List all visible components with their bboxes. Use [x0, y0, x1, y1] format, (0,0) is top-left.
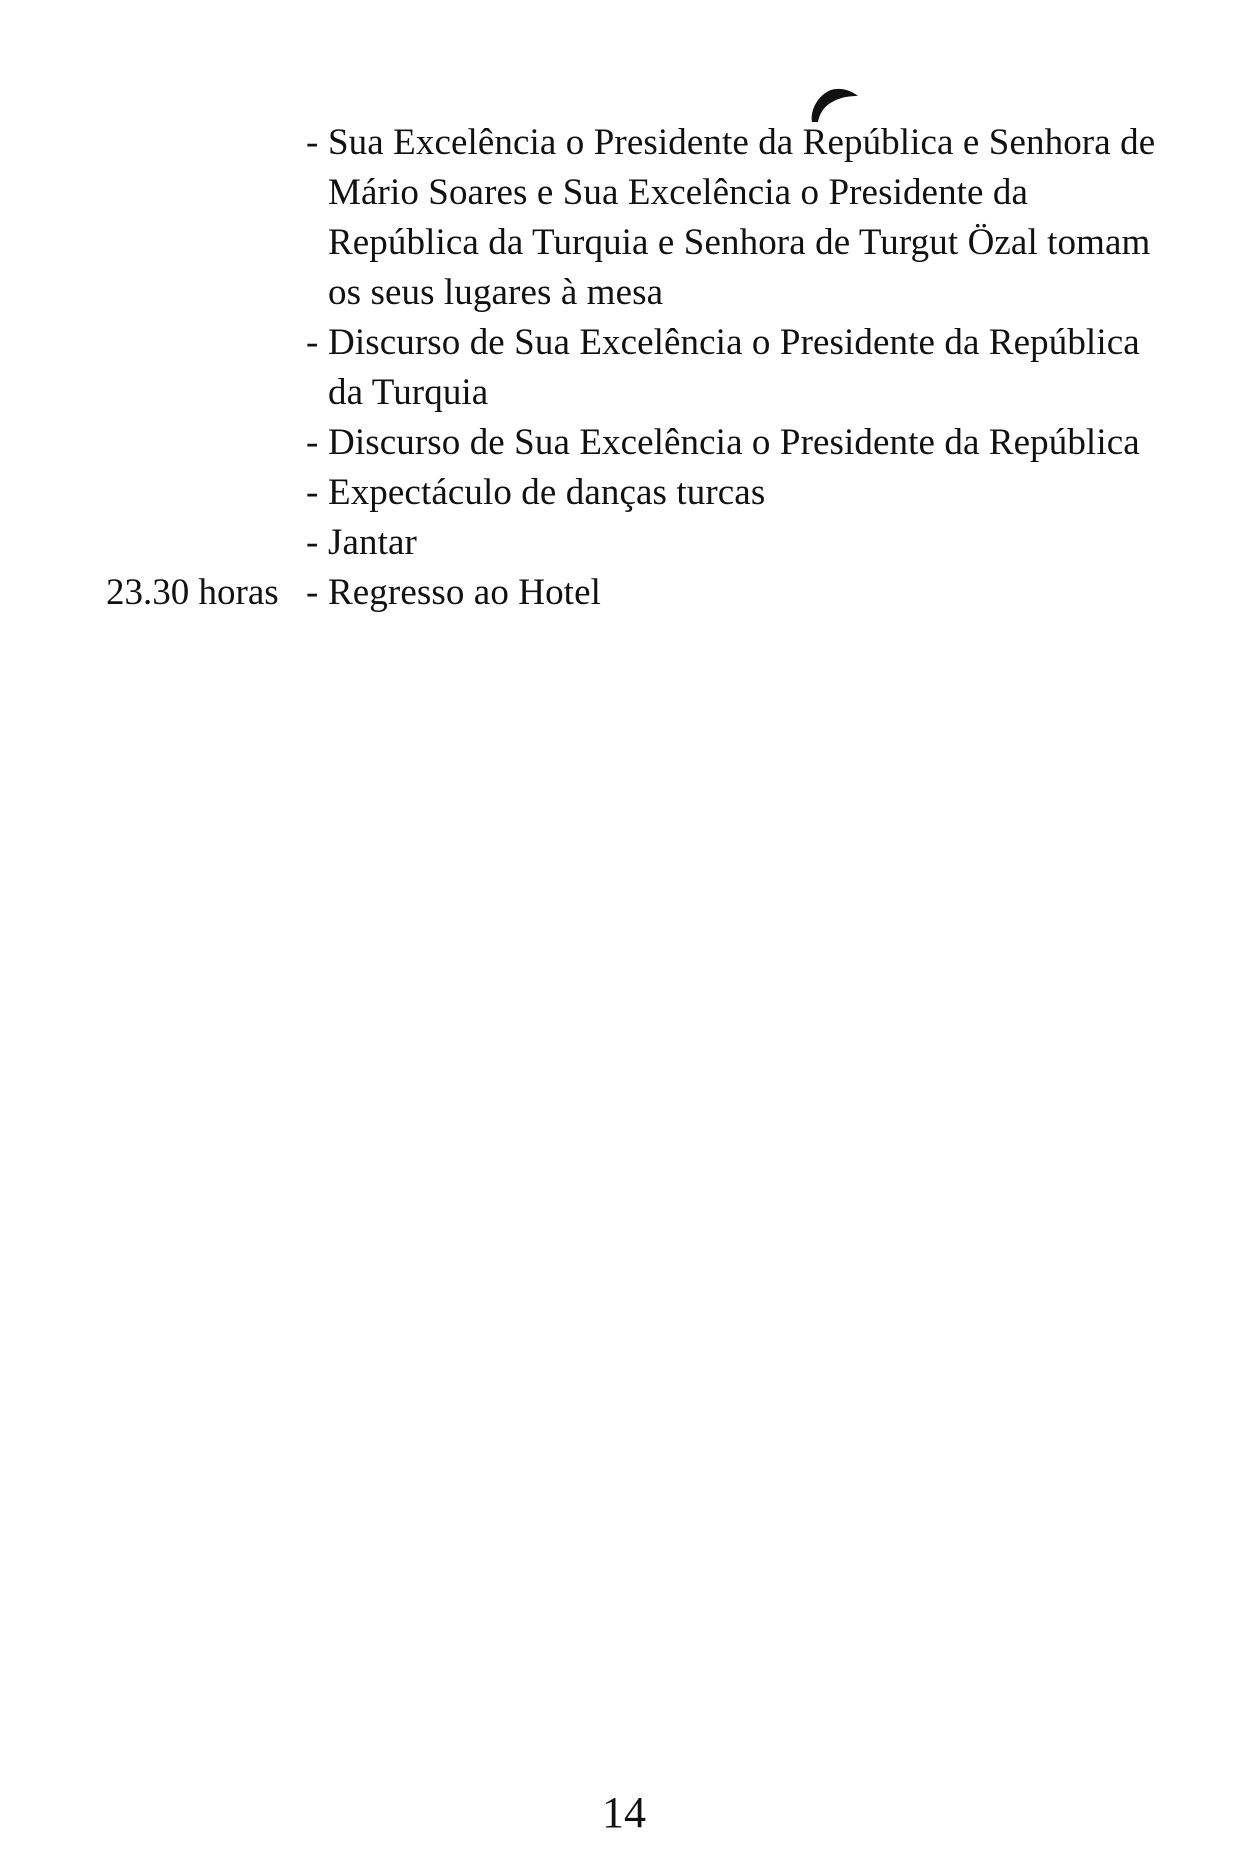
entry-dash: - — [306, 322, 319, 363]
entry-text: Regresso ao Hotel — [328, 572, 601, 613]
program-entry-table-seating — [0, 118, 1248, 318]
entry-text: Discurso de Sua Excelência o Presidente da República da Turquia — [328, 322, 1140, 413]
program-list — [0, 118, 1248, 618]
entry-text: Sua Excelência o Presidente da República e Senhora de Mário Soares e Sua Excelência o Presidente da República da Turquia e Senhora de Turgut Özal tomam os seus lugares à mesa — [328, 122, 1156, 313]
page-number: 14 — [602, 1788, 646, 1837]
entry-dash: - — [306, 122, 319, 163]
entry-text: Jantar — [328, 522, 417, 563]
program-entry-dances — [0, 468, 1248, 518]
program-entry-dinner — [0, 518, 1248, 568]
entry-dash: - — [306, 572, 319, 613]
entry-dash: - — [306, 522, 319, 563]
program-entry-president-speech — [0, 418, 1248, 468]
program-entry-return-hotel — [0, 568, 1248, 618]
entry-text: Discurso de Sua Excelência o Presidente da República — [328, 422, 1140, 463]
entry-dash: - — [306, 422, 319, 463]
entry-dash: - — [306, 472, 319, 513]
program-entry-turkey-speech — [0, 318, 1248, 418]
entry-text: Expectáculo de danças turcas — [328, 472, 766, 513]
entry-time: 23.30 horas — [106, 572, 279, 613]
